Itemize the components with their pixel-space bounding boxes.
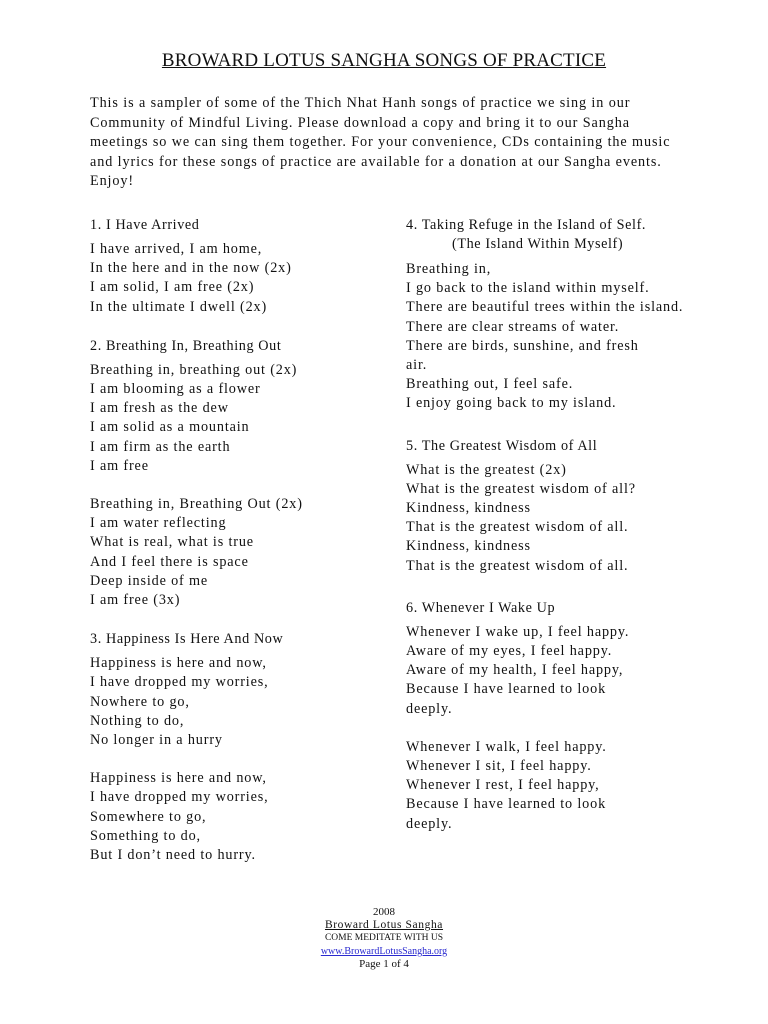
song-title: 4. Taking Refuge in the Island of Self. xyxy=(406,217,647,233)
lyric-line: Happiness is here and now, xyxy=(90,655,267,672)
lyric-line: Nowhere to go, xyxy=(90,693,190,710)
lyric-line: What is the greatest (2x) xyxy=(406,461,567,478)
stanza-break xyxy=(90,476,390,495)
lyrics-stanza xyxy=(90,769,390,865)
footer-website-link[interactable]: www.BrowardLotusSangha.org xyxy=(320,946,448,957)
lyric-line: Whenever I sit, I feel happy. xyxy=(406,758,592,775)
lyric-line: That is the greatest wisdom of all. xyxy=(406,519,629,536)
lyric-line: Whenever I wake up, I feel happy. xyxy=(406,623,630,640)
lyric-line: Aware of my eyes, I feel happy. xyxy=(406,643,613,660)
song-block xyxy=(90,630,390,865)
lyric-line: There are clear streams of water. xyxy=(406,318,620,335)
lyric-line: I am blooming as a flower xyxy=(90,381,261,398)
footer xyxy=(0,906,768,971)
lyrics-stanza xyxy=(406,623,726,719)
lyric-line: I have dropped my worries, xyxy=(90,674,269,691)
lyric-line: Breathing in, breathing out (2x) xyxy=(90,361,298,378)
lyric-line: I am fresh as the dew xyxy=(90,400,229,417)
lyric-line: Breathing in, Breathing Out (2x) xyxy=(90,496,303,513)
lyric-line: Happiness is here and now, xyxy=(90,770,267,787)
lyric-line: Whenever I walk, I feel happy. xyxy=(406,738,607,755)
lyric-line: Somewhere to go, xyxy=(90,808,207,825)
lyric-line: deeply. xyxy=(406,815,453,832)
song-block xyxy=(406,216,726,414)
lyric-line: I am solid as a mountain xyxy=(90,419,250,436)
lyric-line: deeply. xyxy=(406,700,453,717)
lyric-line: air. xyxy=(406,357,428,374)
song-title: 3. Happiness Is Here And Now xyxy=(90,631,284,648)
lyric-line: Kindness, kindness xyxy=(406,500,531,517)
lyric-line: Deep inside of me xyxy=(90,572,209,589)
footer-org-name: Broward Lotus Sangha xyxy=(324,919,444,931)
lyric-line: Nothing to do, xyxy=(90,712,185,729)
song-title: 1. I Have Arrived xyxy=(90,217,200,233)
document-title: BROWARD LOTUS SANGHA SONGS OF PRACTICE xyxy=(161,50,607,71)
lyric-line: Because I have learned to look xyxy=(406,796,607,813)
song-title: 2. Breathing In, Breathing Out xyxy=(90,337,282,354)
lyric-line: In the here and in the now (2x) xyxy=(90,260,292,277)
lyric-line: In the ultimate I dwell (2x) xyxy=(90,298,268,315)
lyrics-stanza xyxy=(90,495,390,610)
intro-paragraph: This is a sampler of some of the Thich Nhat Hanh songs of practice we sing in our Community of Mindful Living. Please download a copy and bring it to our Sangha meetings so we can sing them together. For your convenience, CDs containing the music and lyrics for these songs of practice are available for a donation at our Sangha events. Enjoy! xyxy=(90,95,671,190)
song-block xyxy=(90,337,390,610)
lyric-line: Breathing in, xyxy=(406,261,492,277)
lyric-line: I am solid, I am free (2x) xyxy=(90,279,255,296)
song-subtitle: (The Island Within Myself) xyxy=(452,236,624,252)
song-block xyxy=(90,216,390,317)
lyric-line: I am firm as the earth xyxy=(90,438,231,455)
right-column xyxy=(406,216,726,834)
lyric-line: What is the greatest wisdom of all? xyxy=(406,480,636,497)
lyrics-stanza xyxy=(90,361,390,476)
song-block xyxy=(406,437,726,576)
lyric-line: And I feel there is space xyxy=(90,553,249,570)
lyric-line: I have arrived, I am home, xyxy=(90,241,263,257)
lyrics-stanza xyxy=(406,260,726,414)
lyric-line: Aware of my health, I feel happy, xyxy=(406,662,624,679)
lyrics-stanza xyxy=(90,240,390,317)
lyric-line: No longer in a hurry xyxy=(90,732,223,749)
lyrics-stanza xyxy=(90,654,390,750)
lyric-line: I have dropped my worries, xyxy=(90,789,269,806)
footer-page-number: Page 1 of 4 xyxy=(359,958,409,970)
footer-tagline: COME MEDITATE WITH US xyxy=(324,933,444,943)
lyric-line: There are beautiful trees within the island. xyxy=(406,299,684,316)
lyric-line: I go back to the island within myself. xyxy=(406,280,650,297)
stanza-break xyxy=(90,750,390,769)
lyric-line: But I don’t need to hurry. xyxy=(90,847,256,864)
song-title: 5. The Greatest Wisdom of All xyxy=(406,437,598,454)
stanza-break xyxy=(406,719,726,738)
footer-year: 2008 xyxy=(373,906,395,918)
lyric-line: That is the greatest wisdom of all. xyxy=(406,557,629,574)
song-title: 6. Whenever I Wake Up xyxy=(406,599,556,616)
lyrics-stanza xyxy=(406,461,726,576)
lyric-line: Kindness, kindness xyxy=(406,538,531,555)
lyric-line: Breathing out, I feel safe. xyxy=(406,376,574,393)
song-block xyxy=(406,599,726,834)
left-column xyxy=(90,216,390,865)
lyric-line: Something to do, xyxy=(90,827,201,844)
lyric-line: Whenever I rest, I feel happy, xyxy=(406,777,600,794)
lyric-line: I am water reflecting xyxy=(90,515,227,532)
lyric-line: There are birds, sunshine, and fresh xyxy=(406,337,639,354)
lyric-line: What is real, what is true xyxy=(90,534,254,551)
lyric-line: I enjoy going back to my island. xyxy=(406,395,617,412)
lyric-line: I am free xyxy=(90,457,149,474)
lyrics-stanza xyxy=(406,738,726,834)
lyric-line: I am free (3x) xyxy=(90,592,181,609)
lyric-line: Because I have learned to look xyxy=(406,681,607,698)
